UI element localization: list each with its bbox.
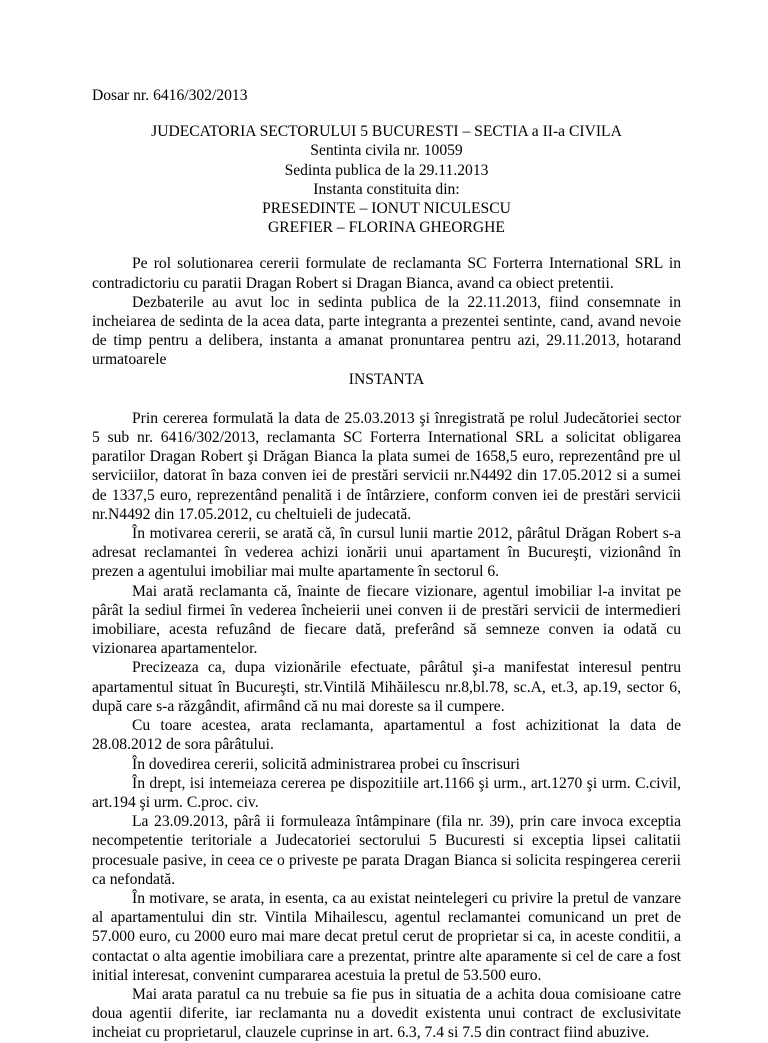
hearing-date: Sedinta publica de la 29.11.2013 <box>284 161 489 179</box>
intro-paragraph: Dezbaterile au avut loc in sedinta publica de la 22.11.2013, fiind consemnate in incheiarea de sedinta de la acea data, parte integranta a prezentei sentinte, cand, avand nevoie de timp pentru a delibera, instanta a amanat pronuntarea pentru azi, 29.11.2013, hotarand urmatoarele <box>92 293 681 369</box>
body-paragraph: Precizeaza ca, dupa vizionările efectuate, pârâtul şi-a manifestat interesul pentru apartamentul situat în Bucureşti, str.Vintilă Mihăilescu nr.8,bl.78, sc.A, et.3, ap.19, sector 6, după care s-a răzgândit, afirmând că nu mai doreste sa il cumpere. <box>92 659 681 715</box>
court-constituted: Instanta constituita din: <box>313 180 460 198</box>
main-section <box>92 409 681 1043</box>
body-paragraph: Cu toare acestea, arata reclamanta, apartamentul a fost achizitionat la data de 28.08.2012 de sora pârâtului. <box>92 717 681 754</box>
intro-paragraph: Pe rol solutionarea cererii formulate de reclamanta SC Forterra International SRL in contradictoriu cu paratii Dragan Robert si Dragan Bianca, avand ca obiect pretentii. <box>92 255 681 292</box>
section-title: INSTANTA <box>348 370 425 388</box>
body-paragraph: La 23.09.2013, pârâ ii formuleaza întâmpinare (fila nr. 39), prin care invoca exceptia necompetentie teritoriale a Judecatoriei sectorului 5 Bucuresti si exceptia lipsei calitatii procesuale pasive, in ceea ce o priveste pe parata Dragan Bianca si solicita respingerea cererii ca nefondată. <box>92 813 681 888</box>
body-paragraph: În motivare, se arata, in esenta, ca au existat neintelegeri cu privire la pretul de vanzare al apartamentului din str. Vintila Mihailescu, agentul reclamantei comunicand un pret de 57.000 euro, cu 2000 euro mai mare decat pretul cerut de proprietar si ca, in aceste conditii, a contactat o alta agentie imobiliara care a prezentat, printre alte aparamente si cel de care a fost initial interesat, convenint cumpararea acestuia la pretul de 53.500 euro. <box>92 889 681 984</box>
court-clerk: GREFIER – FLORINA GHEORGHE <box>268 219 505 237</box>
intro-section <box>92 254 681 369</box>
court-president: PRESEDINTE – IONUT NICULESCU <box>262 200 511 218</box>
court-header <box>92 122 681 237</box>
body-paragraph: În drept, isi intemeiaza cererea pe dispozitiile art.1166 şi urm., art.1270 şi urm. C.civil, art.194 şi urm. C.proc. civ. <box>92 774 681 811</box>
body-paragraph: În motivarea cererii, se arată că, în cursul lunii martie 2012, pârâtul Drăgan Robert s-a adresat reclamantei în vederea achizi ionării unui apartament în Bucureşti, vizionând în prezen a agentului imobiliar mai multe apartamente în sectorul 6. <box>92 525 681 581</box>
body-paragraph: Mai arata paratul ca nu trebuie sa fie pus in situatia de a achita doua comisioane catre doua agentii diferite, iar reclamanta nu a dovedit existenta unui contract de exclusivitate incheiat cu proprietarul, clauzele cuprinse in art. 6.3, 7.4 si 7.5 din contract fiind abuzive. <box>92 985 681 1042</box>
court-name: JUDECATORIA SECTORULUI 5 BUCURESTI – SECTIA a II-a CIVILA <box>151 123 622 141</box>
body-paragraph: Mai arată reclamanta că, înainte de fiecare vizionare, agentul imobiliar l-a invitat pe pârât la sediul firmei în vederea încheierii unei conven ii de prestări servicii de intermedieri imobiliare, acesta refuzând de fiecare dată, preferând să semneze conven ia odată cu vizionarea apartamentelor. <box>92 582 681 658</box>
body-paragraph: Prin cererea formulată la data de 25.03.2013 şi înregistrată pe rolul Judecătoriei sector 5 sub nr. 6416/302/2013, reclamanta SC Forterra International SRL a solicitat obligarea paratilor Dragan Robert şi Drăgan Bianca la plata sumei de 1658,5 euro, reprezentând pre ul serviciilor, datorat în baza conven iei de prestări servicii nr.N4492 din 17.05.2012 si a sumei de 1337,5 euro, reprezentând penalită i de întârziere, conform conven iei de prestări servicii nr.N4492 din 17.05.2012, cu cheltuieli de judecată. <box>92 409 681 523</box>
case-number: Dosar nr. 6416/302/2013 <box>92 87 248 104</box>
sentence-number: Sentinta civila nr. 10059 <box>310 142 463 160</box>
body-paragraph: În dovedirea cererii, solicită administrarea probei cu înscrisuri <box>132 755 520 773</box>
